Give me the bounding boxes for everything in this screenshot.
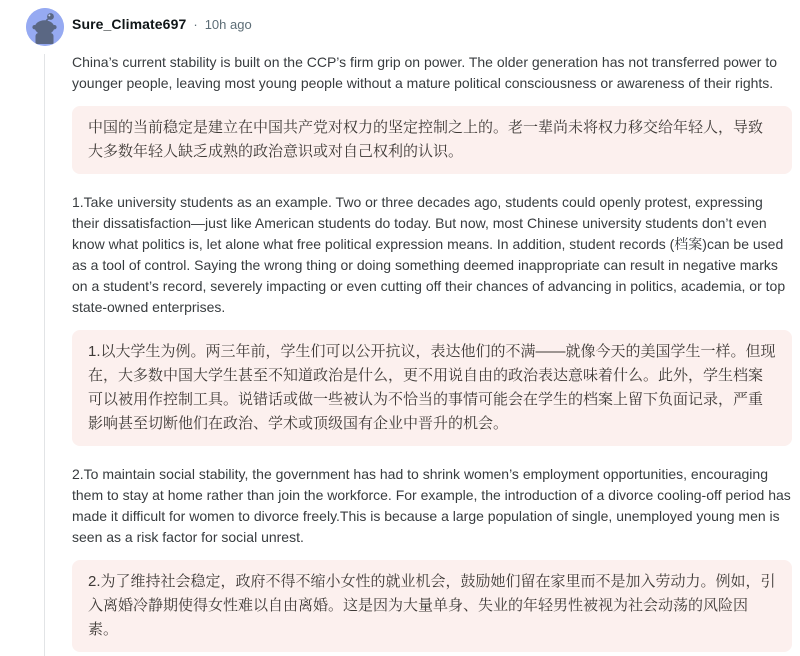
quoted-translation-block: 2.为了维持社会稳定，政府不得不缩小女性的就业机会，鼓励她们留在家里而不是加入劳动力。例如，引入离婚冷静期使得女性难以自由离婚。这是因为大量单身、失业的年轻男性被视为社会动荡的风险因素。 bbox=[72, 560, 792, 652]
timestamp: 10h ago bbox=[204, 17, 252, 32]
snoo-avatar-icon bbox=[26, 8, 64, 46]
comment-paragraph: 2.To maintain social stability, the government has had to shrink women’s employment opportunities, encouraging them to stay at home rather than join the workforce. For example, the introduction of a divorce cooling-off period has made it difficult for women to divorce freely.This is because a large population of single, unemployed young men is seen as a risk factor for social unrest. bbox=[72, 466, 791, 545]
comment-header bbox=[72, 16, 252, 32]
username[interactable]: Sure_Climate697 bbox=[72, 16, 187, 32]
avatar[interactable] bbox=[26, 8, 64, 46]
quoted-translation-block: 中国的当前稳定是建立在中国共产党对权力的坚定控制之上的。老一辈尚未将权力移交给年轻人，导致大多数年轻人缺乏成熟的政治意识或对自己权利的认识。 bbox=[72, 106, 792, 174]
comment-paragraph: 1.Take university students as an example. Two or three decades ago, students could openly protest, expressing their dissatisfaction—just like American students do today. But now, most Chinese university students don’t even know what politics is, let alone what free political expression means. In addition, student records (档案)can be used as a tool of control. Saying the wrong thing or doing something deemed inappropriate can result in negative marks on a student’s record, severely impacting or even cutting off their chances of advancing in politics, academia, or top state-owned enterprises. bbox=[72, 194, 786, 315]
quoted-translation-block: 1.以大学生为例。两三年前，学生们可以公开抗议，表达他们的不满——就像今天的美国学生一样。但现在，大多数中国大学生甚至不知道政治是什么，更不用说自由的政治表达意味着什么。此外，学生档案可以被用作控制工具。说错话或做一些被认为不恰当的事情可能会在学生的档案上留下负面记录，严重影响甚至切断他们在政治、学术或顶级国有企业中晋升的机会。 bbox=[72, 330, 792, 446]
meta-separator: · bbox=[193, 17, 198, 32]
comment-collapse-thread-line[interactable] bbox=[44, 54, 45, 656]
comment-paragraph: China’s current stability is built on the CCP’s firm grip on power. The older generation has not transferred power to younger people, leaving most young people without a mature political consciousness or awareness of their rights. bbox=[72, 54, 778, 91]
comment-body bbox=[72, 52, 792, 656]
